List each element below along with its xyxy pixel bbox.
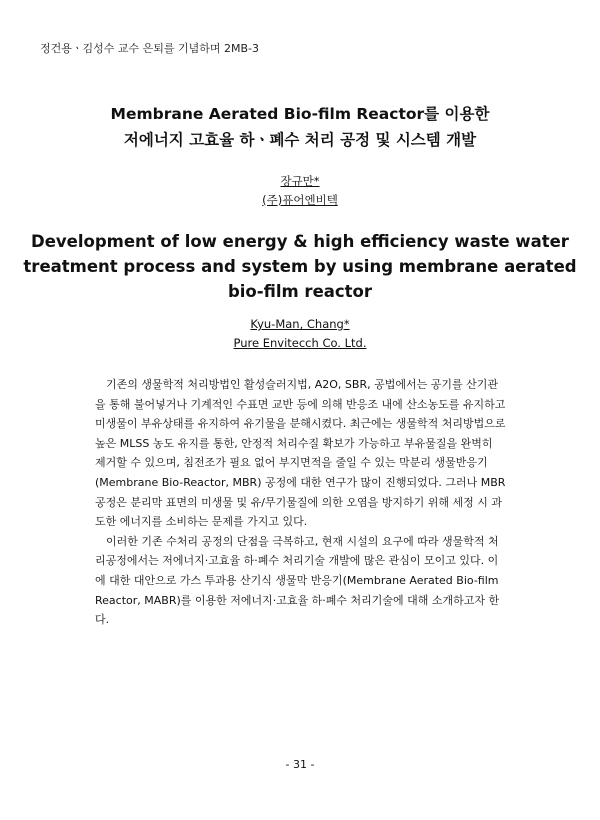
- english-author-name: Kyu-Man, Chang*: [250, 317, 350, 331]
- english-title-line-1: Development of low energy & high efficiency waste water: [31, 232, 569, 251]
- korean-title-line-2: 저에너지 고효율 하ㆍ폐수 처리 공정 및 시스템 개발: [123, 131, 477, 149]
- english-title-line-3: bio-film reactor: [227, 282, 373, 301]
- korean-affiliation: (주)퓨어엔비텍: [262, 193, 338, 207]
- english-title-line-2: treatment process and system by using membrane aerated: [23, 257, 577, 276]
- korean-title: [0, 101, 600, 153]
- korean-author-name: 장규만*: [280, 174, 320, 188]
- page-number: - 31 -: [285, 758, 315, 771]
- english-author-block: [0, 315, 600, 353]
- series-header: 정건용ㆍ김성수 교수 은퇴를 기념하며 2MB-3: [40, 42, 260, 55]
- english-title: [0, 229, 600, 304]
- abstract-paragraph-2: 이러한 기존 수처리 공정의 단점을 극복하고, 현재 시설의 요구에 따라 생물학적 처리공정에서는 저에너지·고효율 하·폐수 처리기술 개발에 많은 관심이 모이고 있다. 이에 대한 대안으로 가스 투과용 산기식 생물막 반응기(Membrane Aerated Bio-film Reactor, MABR)를 이용한 저에너지·고효율 하·폐수 처리기술에 대해 소개하고자 한다.: [95, 534, 500, 627]
- korean-author-block: [0, 172, 600, 210]
- abstract-body: [95, 375, 506, 630]
- korean-title-line-1: Membrane Aerated Bio-film Reactor를 이용한: [110, 105, 490, 123]
- english-affiliation: Pure Envitecch Co. Ltd.: [233, 336, 367, 350]
- abstract-paragraph-1: 기존의 생물학적 처리방법인 활성슬러지법, A2O, SBR, 공법에서는 공기를 산기관을 통해 불어넣거나 기계적인 수표면 교반 등에 의해 반응조 내에 산소농도를 유지하고 미생물이 부유상태를 유지하여 유기물을 분해시켰다. 최근에는 생물학적 처리방법으로 높은 MLSS 농도 유지를 통한, 안정적 처리수질 확보가 가능하고 부유물질을 완벽히 제거할 수 있으며, 침전조가 필요 없어 부지면적을 줄일 수 있는 막분리 생물반응기(Membrane Bio-Reactor, MBR) 공정에 대한 연구가 많이 진행되었다. 그러나 MBR 공정은 분리막 표면의 미생물 및 유/무기물질에 의한 오염을 방지하기 위해 세정 시 과도한 에너지를 소비하는 문제를 가지고 있다.: [95, 378, 506, 529]
